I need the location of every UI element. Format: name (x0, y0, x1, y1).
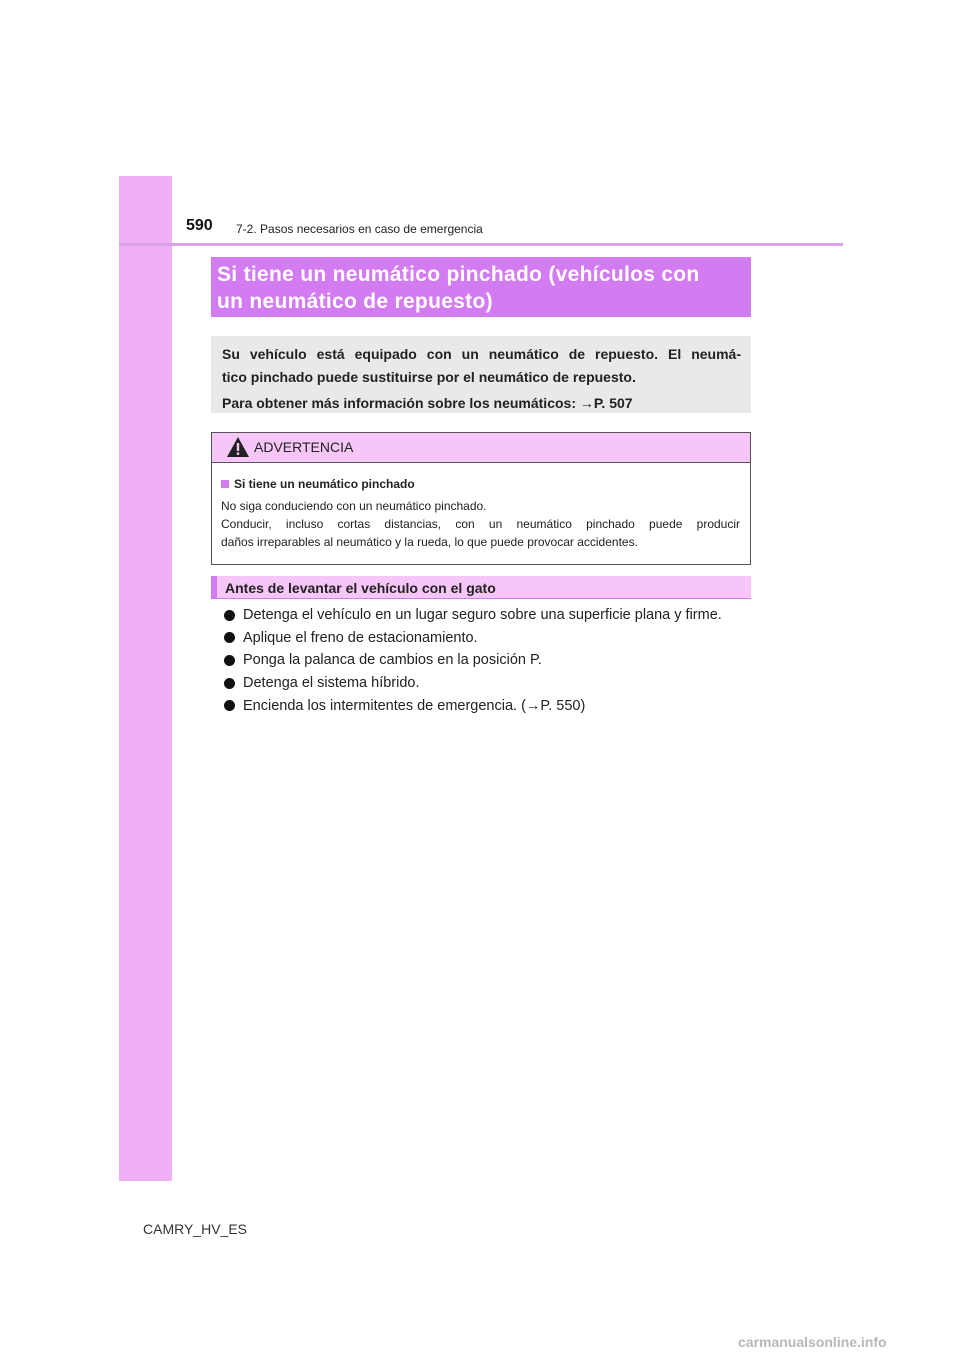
intro-line2: tico pinchado puede sustituirse por el neumático de repuesto. (222, 369, 636, 385)
bullet-icon (224, 700, 235, 711)
bullet-icon (224, 655, 235, 666)
warning-header (212, 433, 750, 463)
list-item (224, 649, 754, 672)
warning-line2: Conducir, incluso cortas distancias, con un neumático pinchado puede producir (221, 517, 740, 531)
chapter-title: 7-2. Pasos necesarios en caso de emergencia (236, 222, 483, 236)
warning-box (211, 432, 751, 565)
list-item (224, 672, 754, 695)
watermark: carmanualsonline.info (738, 1334, 887, 1350)
section-title-line1: Si tiene un neumático pinchado (vehículos con (217, 263, 700, 286)
list-item (224, 694, 754, 717)
warning-line1: No siga conduciendo con un neumático pinchado. (221, 499, 487, 513)
bullet-icon (224, 632, 235, 643)
warning-body (212, 463, 750, 551)
bullet-icon (224, 678, 235, 689)
header-rule (119, 243, 843, 246)
square-bullet-icon (221, 480, 229, 488)
step-text: Ponga la palanca de cambios en la posición P. (243, 652, 542, 669)
step-text: Detenga el vehículo en un lugar seguro sobre una superficie plana y firme. (243, 607, 722, 624)
warning-triangle-icon (226, 436, 250, 458)
side-band (119, 176, 172, 1181)
footer-code: CAMRY_HV_ES (143, 1221, 248, 1237)
page-number: 590 (186, 217, 213, 234)
warning-subtitle (221, 475, 740, 493)
section-title (211, 257, 751, 317)
step-text: Aplique el freno de estacionamiento. (243, 629, 478, 646)
list-item (224, 604, 754, 627)
steps-list (224, 604, 754, 717)
warning-subtitle-text: Si tiene un neumático pinchado (234, 477, 415, 491)
subsection-title: Antes de levantar el vehículo con el gato (211, 576, 751, 599)
bullet-icon (224, 610, 235, 621)
warning-line3: daños irreparables al neumático y la rueda, lo que puede provocar accidentes. (221, 535, 638, 549)
warning-title: ADVERTENCIA (254, 439, 354, 455)
intro-line1: Su vehículo está equipado con un neumático de repuesto. El neumá- (222, 346, 741, 362)
section-title-line2: un neumático de repuesto) (217, 290, 493, 313)
intro-line3: Para obtener más información sobre los neumáticos: →P. 507 (222, 395, 633, 411)
intro-box (211, 336, 751, 413)
list-item (224, 627, 754, 650)
step-text: Encienda los intermitentes de emergencia. (→P. 550) (243, 697, 586, 714)
step-text: Detenga el sistema híbrido. (243, 675, 420, 692)
